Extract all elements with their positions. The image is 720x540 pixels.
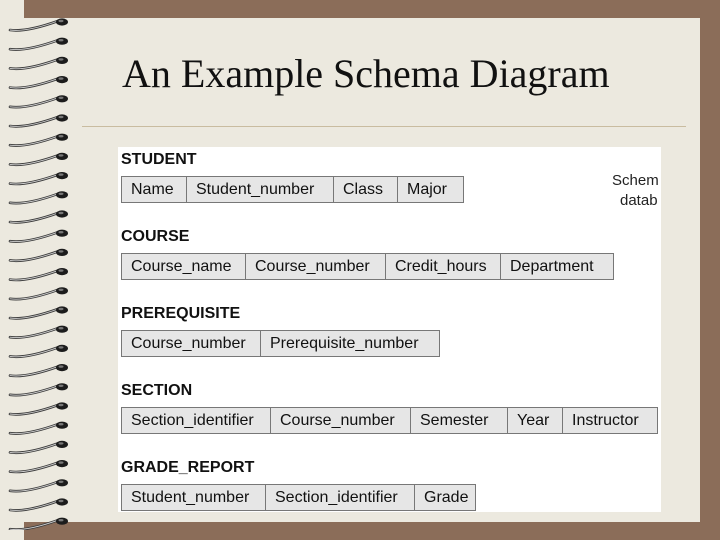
attribute-row	[121, 253, 614, 280]
title-divider	[82, 126, 686, 127]
relation-name: PREREQUISITE	[121, 305, 241, 322]
attribute-cell: Course_number	[245, 254, 385, 279]
relation-course	[121, 227, 614, 280]
attribute-cell: Credit_hours	[385, 254, 500, 279]
attribute-cell: Course_name	[131, 258, 232, 275]
attribute-cell: Section_identifier	[131, 412, 254, 429]
relation-name: STUDENT	[121, 151, 197, 168]
attribute-row	[121, 407, 658, 434]
attribute-cell: Name	[131, 181, 174, 198]
attribute-row	[121, 330, 440, 357]
cropped-side-note	[612, 171, 661, 211]
attribute-row	[121, 176, 464, 203]
relation-name: SECTION	[121, 382, 193, 399]
attribute-cell: Semester	[410, 408, 507, 433]
side-note-line: Schem	[612, 172, 659, 189]
relation-section	[121, 381, 658, 434]
attribute-cell: Major	[397, 177, 463, 202]
attribute-cell: Prerequisite_number	[260, 331, 439, 356]
relation-name: COURSE	[121, 228, 190, 245]
relation-grade-report	[121, 458, 476, 511]
attribute-cell: Department	[500, 254, 613, 279]
attribute-cell: Section_identifier	[265, 485, 414, 510]
attribute-cell: Student_number	[186, 177, 333, 202]
attribute-cell: Course_number	[270, 408, 410, 433]
attribute-cell: Grade	[414, 485, 475, 510]
relation-prerequisite	[121, 304, 440, 357]
attribute-cell: Year	[507, 408, 562, 433]
attribute-row	[121, 484, 476, 511]
relation-student	[121, 150, 464, 203]
slide-title: An Example Schema Diagram	[122, 51, 610, 96]
attribute-cell: Class	[333, 177, 397, 202]
attribute-cell: Instructor	[562, 408, 657, 433]
spiral-binding-icon	[6, 10, 86, 530]
side-note-line: datab	[620, 192, 658, 209]
attribute-cell: Course_number	[131, 335, 246, 352]
relation-name: GRADE_REPORT	[121, 459, 255, 476]
schema-figure	[118, 147, 661, 512]
attribute-cell: Student_number	[131, 489, 250, 506]
